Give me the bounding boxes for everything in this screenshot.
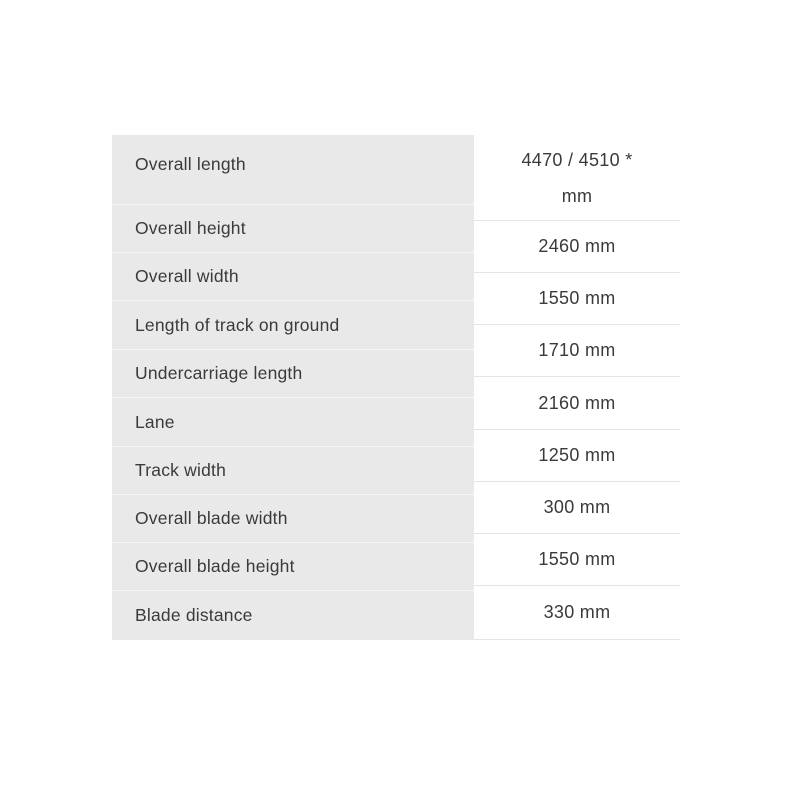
spec-label-undercarriage-length (112, 350, 474, 398)
value-line-1: 4470 / 4510 * (521, 149, 633, 170)
label-text: Overall blade height (135, 556, 295, 576)
spec-label-blade-height (112, 543, 474, 591)
spec-value-overall-height (474, 221, 680, 273)
label-text: Overall blade width (135, 508, 288, 528)
spec-label-overall-width (112, 253, 474, 301)
spec-value-column (474, 135, 680, 640)
value-text: 2460 mm (538, 236, 616, 256)
value-line-2: mm (561, 185, 593, 206)
label-text: Blade distance (135, 605, 253, 625)
value-text: 1550 mm (538, 288, 616, 308)
label-text: Overall width (135, 266, 239, 286)
spec-value-undercarriage-length (474, 377, 680, 430)
spec-label-blade-width (112, 495, 474, 543)
value-text: 2160 mm (538, 392, 616, 413)
value-text: 1550 mm (538, 549, 616, 569)
label-text: Overall length (135, 154, 246, 174)
label-text: Overall height (135, 218, 246, 238)
spec-value-blade-width (474, 534, 680, 586)
label-text: Track width (135, 460, 227, 480)
spec-value-track-on-ground (474, 325, 680, 377)
spec-value-lane (474, 430, 680, 482)
spec-label-blade-distance (112, 591, 474, 640)
value-text: 330 mm (543, 602, 611, 622)
value-text: 1250 mm (538, 445, 616, 465)
spec-value-overall-width (474, 273, 680, 325)
spec-value-overall-length (474, 135, 680, 221)
spec-label-track-width (112, 447, 474, 495)
spec-table (112, 135, 680, 640)
label-text: Undercarriage length (135, 363, 303, 383)
spec-label-overall-height (112, 205, 474, 253)
spec-value-blade-height (474, 586, 680, 640)
spec-value-track-width (474, 482, 680, 534)
value-text: 1710 mm (538, 340, 616, 360)
spec-label-column (112, 135, 474, 640)
spec-label-lane (112, 398, 474, 447)
spec-label-track-on-ground (112, 301, 474, 350)
spec-label-overall-length (112, 135, 474, 205)
value-text: 300 mm (543, 497, 611, 517)
label-text: Length of track on ground (135, 314, 340, 335)
label-text: Lane (135, 411, 175, 432)
